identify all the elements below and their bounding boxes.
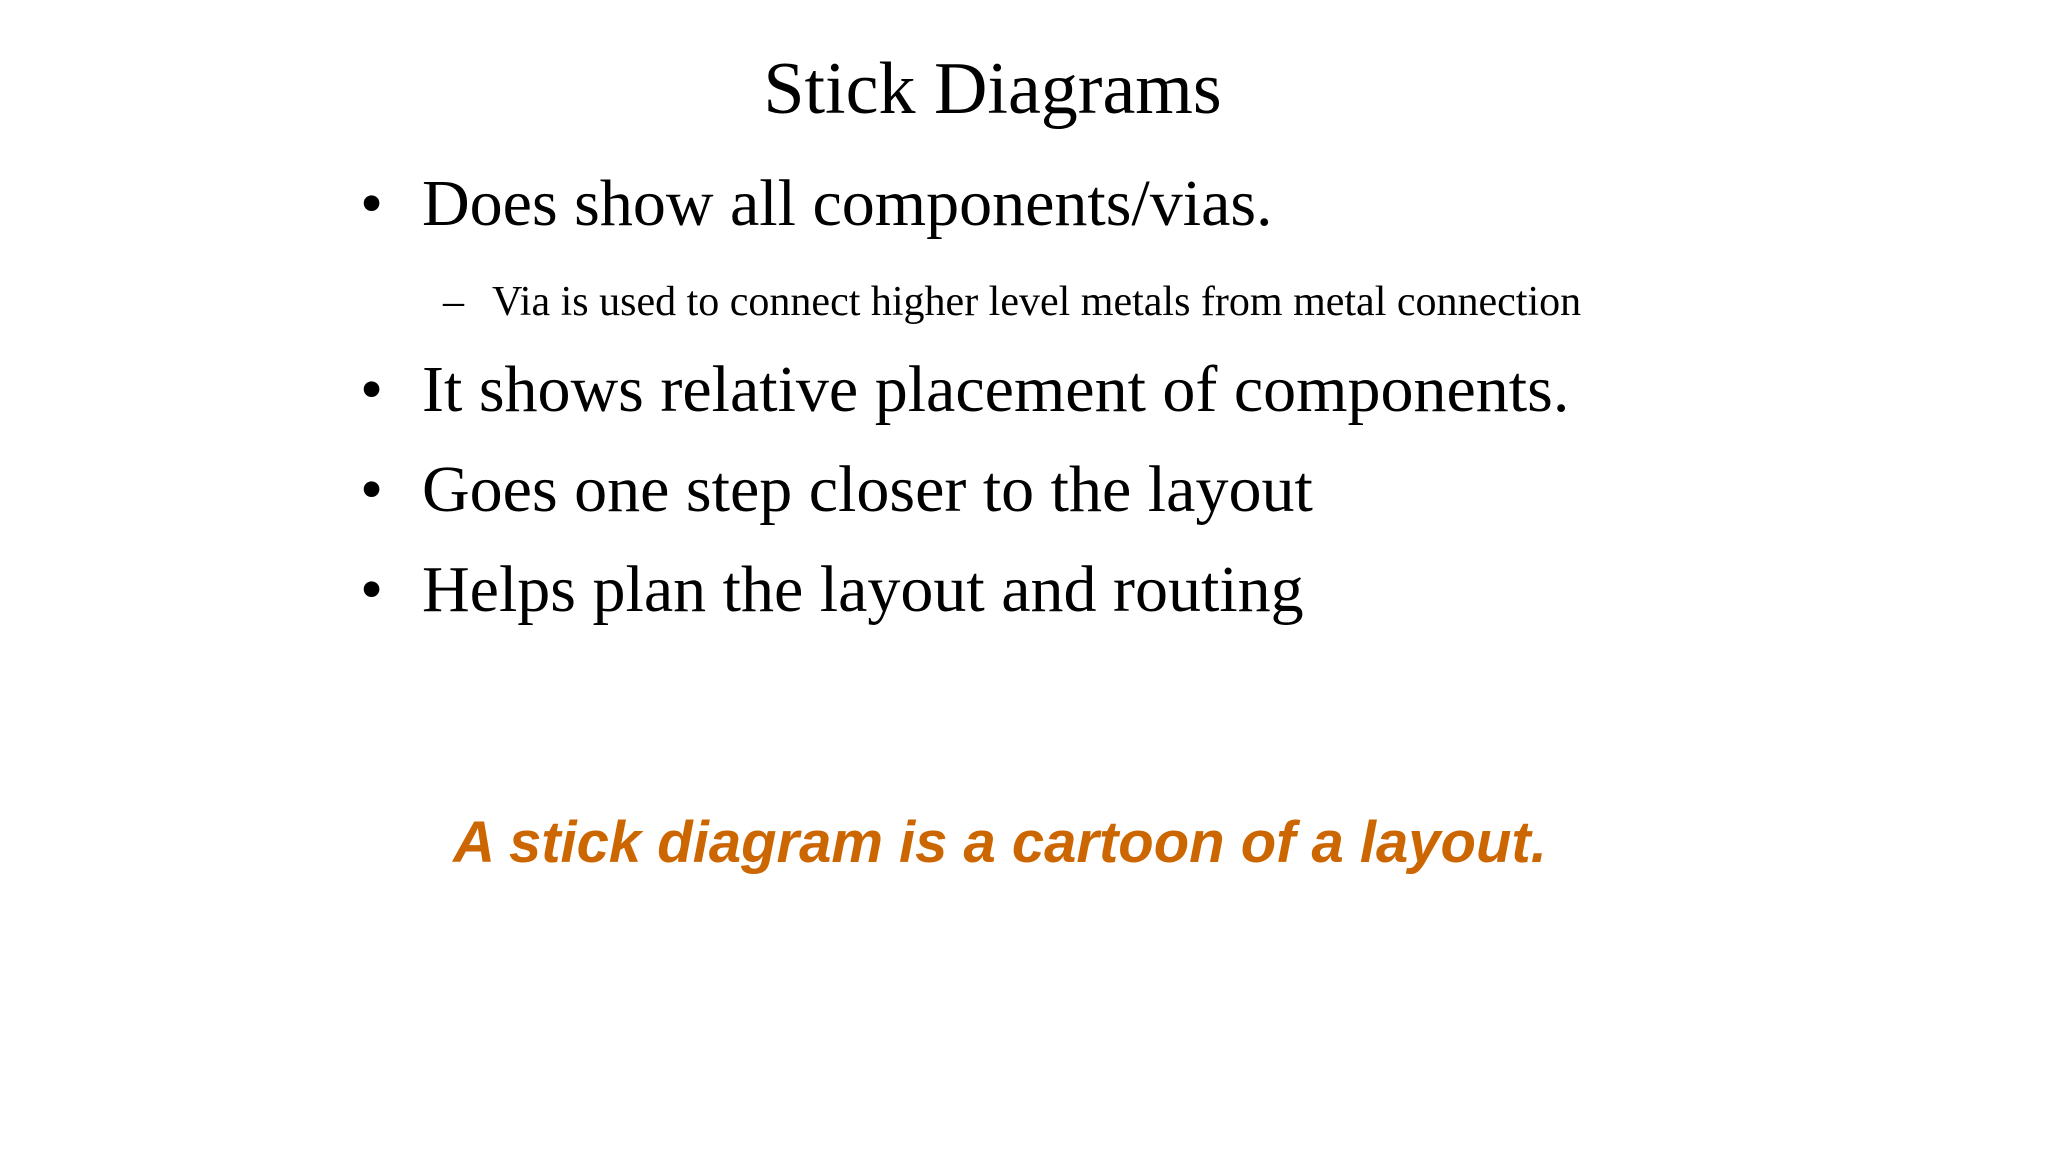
- bullet-item-2: [360, 350, 1760, 430]
- sub-bullet-marker: –: [443, 279, 464, 325]
- bullet-item-1: [360, 164, 1760, 244]
- bullet-text: It shows relative placement of components.: [422, 353, 1570, 426]
- bullet-text: Helps plan the layout and routing: [422, 553, 1304, 626]
- bullet-item-4: [360, 550, 1760, 630]
- sub-bullet-text: Via is used to connect higher level metals from metal connection: [492, 279, 1582, 325]
- bullet-item-3: [360, 450, 1760, 530]
- bullet-marker: •: [360, 553, 384, 626]
- sub-bullet-item-1: [443, 276, 1743, 328]
- slide-tagline: A stick diagram is a cartoon of a layout.: [453, 810, 1547, 875]
- bullet-text: Goes one step closer to the layout: [422, 453, 1313, 526]
- bullet-marker: •: [360, 353, 384, 426]
- bullet-marker: •: [360, 453, 384, 526]
- slide-title: Stick Diagrams: [763, 48, 1222, 130]
- bullet-text: Does show all components/vias.: [422, 167, 1273, 240]
- bullet-marker: •: [360, 167, 384, 240]
